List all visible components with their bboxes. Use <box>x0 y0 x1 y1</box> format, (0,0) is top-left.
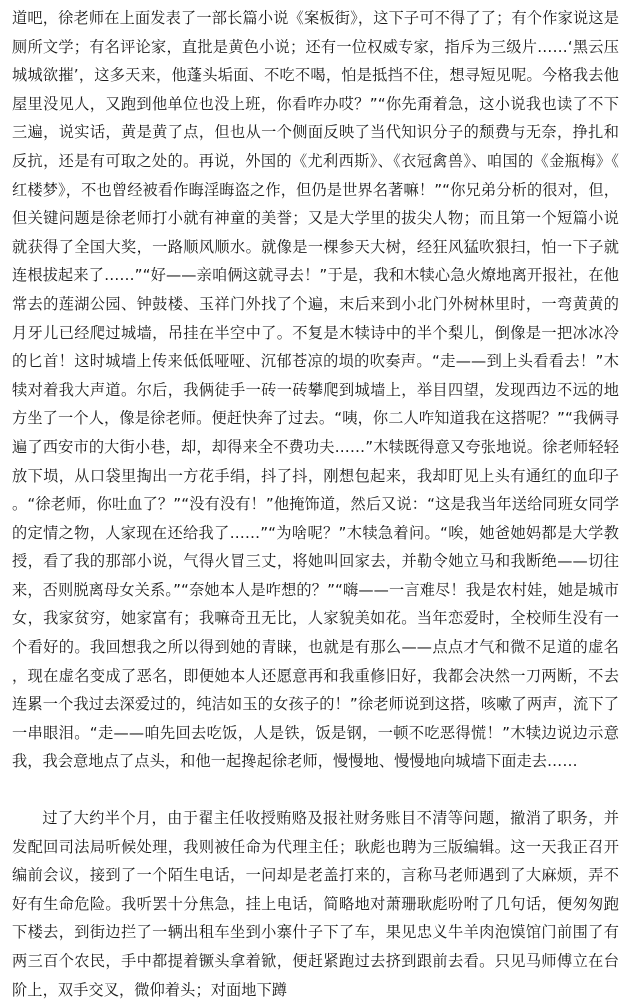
paragraph-1: 道吧，徐老师在上面发表了一部长篇小说《案板街》，这下子可不得了了；有个作家说这是厕所文学；有名评论家，直批是黄色小说；还有一位权威专家，指斥为三级片……‘黑云压城城欲摧’，这多天来，他蓬头垢面、不吃不喝，怕是抵挡不住，想寻短见呢。今格我去他屋里没见人，又跑到他单位也没上班，你看咋办哎？”“你先甭着急，这小说我也读了不下三遍，说实话，黄是黄了点，但也从一个侧面反映了当代知识分子的颓费与无奈，挣扎和反抗，还是有可取之处的。再说，外国的《尤利西斯》、《衣冠禽兽》、咱国的《金瓶梅》《红楼梦》，不也曾经被看作晦淫晦盗之作，但仍是世界名著嘛！”“你兄弟分析的很对，但，但关键问题是徐老师打小就有神童的美誉；又是大学里的拔尖人物；而且第一个短篇小说就获得了全国大奖，一路顺风顺水。就像是一棵参天大树，经狂风猛吹狠扫，怕一下子就连根拔起来了……”“好——亲咱俩这就寻去！”于是，我和木犊心急火燎地离开报社，在他常去的莲湖公园、钟鼓楼、玉祥门外找了个遍，末后来到小北门外树林里时，一弯黄黄的月牙儿已经爬过城墙，吊挂在半空中了。不复是木犊诗中的半个梨儿，倒像是一把冰冰冷的匕首！这时城墙上传来低低哑哑、沉郁苍凉的埙的吹奏声。“走——到上头看看去！”木犊对着我大声道。尔后，我俩徒手一砖一砖攀爬到城墙上，举目四望，发现西边不远的地方坐了一个人，像是徐老师。便赶快奔了过去。“咦，你二人咋知道我在这搭呢？”“我俩寻遍了西安市的大街小巷，却，却得来全不费功夫……”木犊既得意又夸张地说。徐老师轻轻放下埙，从口袋里掏出一方花手绢，抖了抖，刚想包起来，我却盯见上头有通红的血印子。“徐老师，你吐血了？”“没有没有！”他掩饰道，然后又说：“这是我当年送给同班女同学的定情之物，人家现在还给我了……”“为啥呢？”木犊急着问。“唉，她爸她妈都是大学教授，看了我的那部小说，气得火冒三丈，将她叫回家去，并勒令她立马和我断绝——切往来，否则脱离母女关系。”“奈她本人是咋想的？”“嗨——一言难尽！我是农村娃，她是城市女，我家贫穷，她家富有；我嘛奇丑无比，人家貌美如花。当年恋爱时，全校师生没有一个看好的。我回想我之所以得到她的青睐，也就是有那么——点点才气和微不足道的虚名，现在虚名变成了恶名，即便她本人还愿意再和我重修旧好，我都会决然一刀两断，不去连累一个我过去深爱过的，纯洁如玉的女孩子的！”徐老师说到这搭，咳嗽了两声，流下了一串眼泪。“走——咱先回去吃饭，人是铁，饭是钢，一顿不吃恶得慌！”木犊边说边示意我，我会意地点了点头，和他一起搀起徐老师，慢慢地、慢慢地向城墙下面走去…… <box>12 9 619 771</box>
paragraph-2: 过了大约半个月，由于翟主任收授贿赂及报社财务账目不清等问题，撤消了职务，并发配回司法局听候处理，我则被任命为代理主任；耿彪也聘为三版编辑。这一天我正召开编前会议，接到了一个陌生电话，一问却是老盖打来的，言称马老师遇到了大麻烦，弄不好有生命危险。我听罢十分焦急，挂上电话，简略地对萧珊耿彪吩咐了几句话，便匆匆跑下楼去，到街边拦了一辆出租车坐到小寨什子下了车，果见忠义牛羊肉泡馍馆门前围了有两三百个农民，手中都提着镢头拿着锨，便赶紧跑过去挤到跟前去看。只见马师傅立在台阶上，双手交叉，微仰着头；对面地下蹲 <box>12 809 619 999</box>
